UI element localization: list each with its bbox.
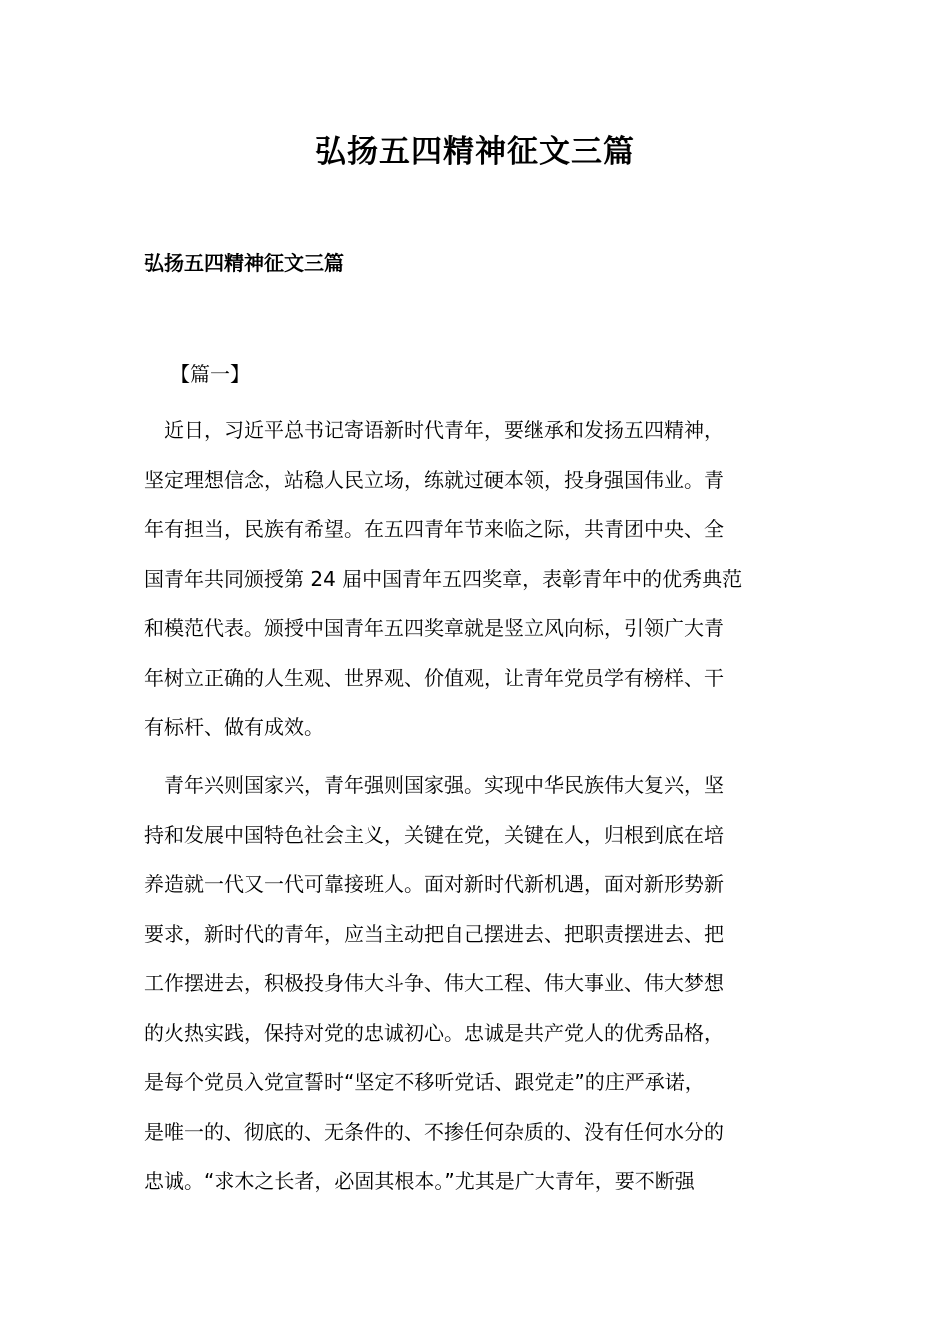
paragraph-line: 有标杆、做有成效。 (144, 715, 324, 739)
page-title: 弘扬五四精神征文三篇 (315, 134, 635, 170)
paragraph-line: 国青年共同颁授第 24 届中国青年五四奖章，表彰青年中的优秀典范 (144, 566, 743, 591)
paragraph-line: 养造就一代又一代可靠接班人。面对新时代新机遇，面对新形势新 (144, 872, 724, 896)
paragraph-line: 是唯一的、彻底的、无条件的、不掺任何杂质的、没有任何水分的 (144, 1119, 724, 1144)
paragraph-line: 近日，习近平总书记寄语新时代青年，要继承和发扬五四精神， (144, 418, 724, 442)
paragraph-line: 持和发展中国特色社会主义，关键在党，关键在人，归根到底在培 (144, 822, 724, 847)
paragraph-line: 工作摆进去，积极投身伟大斗争、伟大工程、伟大事业、伟大梦想 (144, 971, 724, 995)
paragraph-line: 的火热实践，保持对党的忠诚初心。忠诚是共产党人的优秀品格， (144, 1020, 724, 1045)
paragraph-line: 忠诚。“求木之长者，必固其根本。”尤其是广大青年，要不断强 (144, 1169, 695, 1193)
paragraph-line: 青年兴则国家兴，青年强则国家强。实现中华民族伟大复兴，坚 (144, 773, 724, 797)
paragraph-line: 是每个党员入党宣誓时“坚定不移听党话、跟党走”的庄严承诺， (144, 1070, 705, 1094)
paragraph-line: 和模范代表。颁授中国青年五四奖章就是竖立风向标，引领广大青 (144, 616, 724, 640)
paragraph-line: 年树立正确的人生观、世界观、价值观，让青年党员学有榜样、干 (144, 665, 724, 690)
paragraph-line: 坚定理想信念，站稳人民立场，练就过硬本领，投身强国伟业。青 (144, 467, 724, 492)
section-label: 【篇一】 (170, 362, 250, 386)
paragraph-1 (144, 406, 806, 753)
paragraph-2 (144, 761, 806, 1207)
document-subtitle: 弘扬五四精神征文三篇 (144, 251, 344, 275)
paragraph-line: 年有担当，民族有希望。在五四青年节来临之际，共青团中央、全 (144, 517, 724, 541)
paragraph-line: 要求，新时代的青年，应当主动把自己摆进去、把职责摆进去、把 (144, 921, 724, 946)
